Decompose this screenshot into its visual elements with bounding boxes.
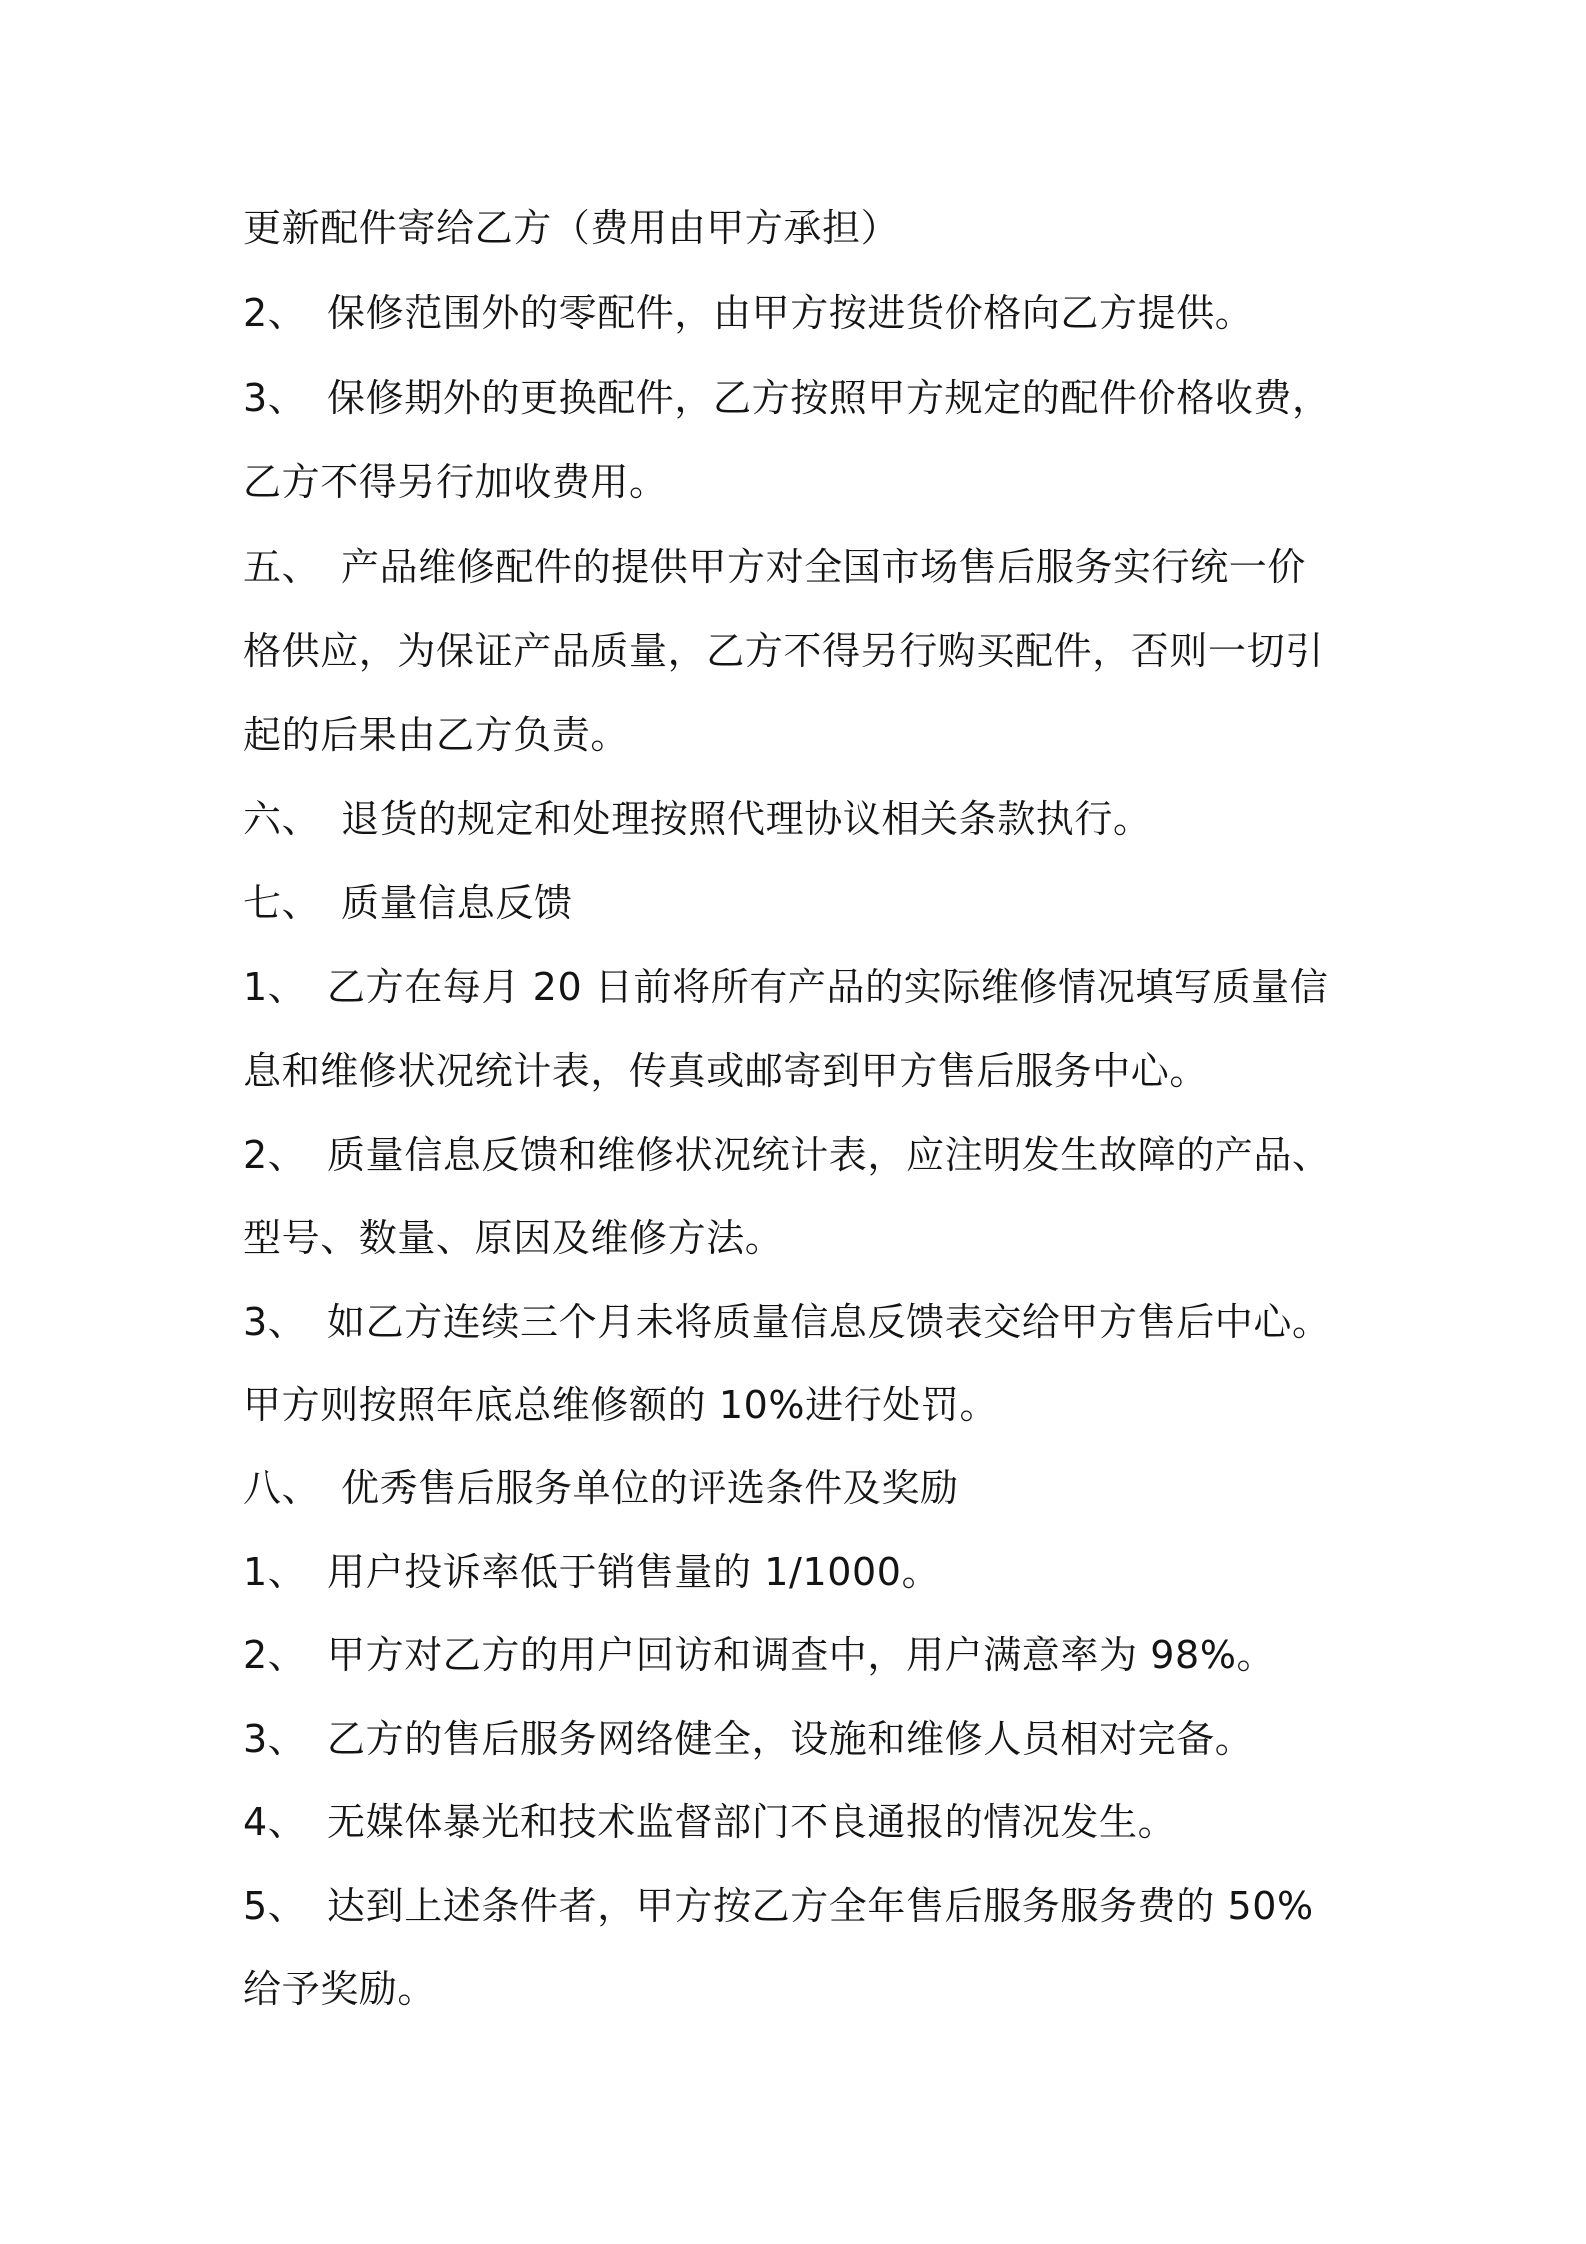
- item-text: 质量信息反馈和维修状况统计表，应注明发生故障的产品、: [327, 1133, 1331, 1177]
- section-heading: [243, 861, 573, 945]
- text-line: [243, 1029, 1208, 1113]
- item-text: 保修期外的更换配件，乙方按照甲方规定的配件价格收费，: [327, 376, 1331, 420]
- section-text: 优秀售后服务单位的评选条件及奖励: [341, 1466, 959, 1510]
- item-text: 达到上述条件者，甲方按乙方全年售后服务服务费的 50%: [327, 1884, 1314, 1928]
- list-item: [243, 1280, 1331, 1364]
- item-number: 3、: [243, 1717, 307, 1761]
- item-number: 2、: [243, 1633, 307, 1677]
- item-text: 甲方对乙方的用户回访和调查中，用户满意率为 98%。: [327, 1633, 1276, 1677]
- item-number: 3、: [243, 376, 307, 420]
- item-text: 用户投诉率低于销售量的 1/1000。: [327, 1550, 941, 1594]
- line-text: 格供应，为保证产品质量，乙方不得另行购买配件，否则一切引: [243, 629, 1324, 673]
- line-text: 乙方不得另行加收费用。: [243, 460, 668, 504]
- item-text: 无媒体暴光和技术监督部门不良通报的情况发生。: [327, 1800, 1177, 1844]
- text-line: [243, 440, 668, 524]
- item-number: 1、: [243, 965, 307, 1009]
- list-item: [243, 1113, 1331, 1197]
- item-number: 3、: [243, 1300, 307, 1344]
- section-text: 产品维修配件的提供甲方对全国市场售后服务实行统一价: [341, 545, 1307, 589]
- section-number: 六、: [243, 797, 321, 841]
- line-text: 给予奖励。: [243, 1967, 437, 2011]
- line-text: 起的后果由乙方负责。: [243, 713, 630, 757]
- line-text: 息和维修状况统计表，传真或邮寄到甲方售后服务中心。: [243, 1049, 1209, 1093]
- section-heading: [243, 777, 1152, 861]
- item-text: 保修范围外的零配件，由甲方按进货价格向乙方提供。: [327, 291, 1254, 335]
- text-line: [243, 1947, 436, 2031]
- text-line: [243, 1363, 998, 1447]
- list-item: [243, 945, 1328, 1029]
- list-item: [243, 356, 1331, 440]
- item-number: 1、: [243, 1550, 307, 1594]
- section-number: 五、: [243, 545, 321, 589]
- list-item: [243, 1697, 1253, 1781]
- line-text: 甲方则按照年底总维修额的 10%进行处罚。: [243, 1383, 999, 1427]
- text-line: [243, 186, 899, 270]
- list-item: [243, 1530, 940, 1614]
- text-line: [243, 609, 1324, 693]
- section-heading: [243, 1446, 959, 1530]
- item-text: 乙方在每月 20 日前将所有产品的实际维修情况填写质量信: [327, 965, 1329, 1009]
- section-text: 退货的规定和处理按照代理协议相关条款执行。: [341, 797, 1152, 841]
- section-text: 质量信息反馈: [341, 881, 573, 925]
- list-item: [243, 1780, 1176, 1864]
- item-text: 乙方的售后服务网络健全，设施和维修人员相对完备。: [327, 1717, 1254, 1761]
- item-number: 2、: [243, 291, 307, 335]
- list-item: [243, 1864, 1314, 1948]
- text-line: [243, 1196, 783, 1280]
- item-text: 如乙方连续三个月未将质量信息反馈表交给甲方售后中心。: [327, 1300, 1331, 1344]
- item-number: 2、: [243, 1133, 307, 1177]
- item-number: 5、: [243, 1884, 307, 1928]
- item-number: 4、: [243, 1800, 307, 1844]
- list-item: [243, 1613, 1275, 1697]
- line-text: 型号、数量、原因及维修方法。: [243, 1216, 784, 1260]
- section-heading: [243, 525, 1306, 609]
- section-number: 七、: [243, 881, 321, 925]
- text-line: [243, 693, 629, 777]
- list-item: [243, 271, 1253, 355]
- section-number: 八、: [243, 1466, 321, 1510]
- line-text: 更新配件寄给乙方（费用由甲方承担）: [243, 206, 900, 250]
